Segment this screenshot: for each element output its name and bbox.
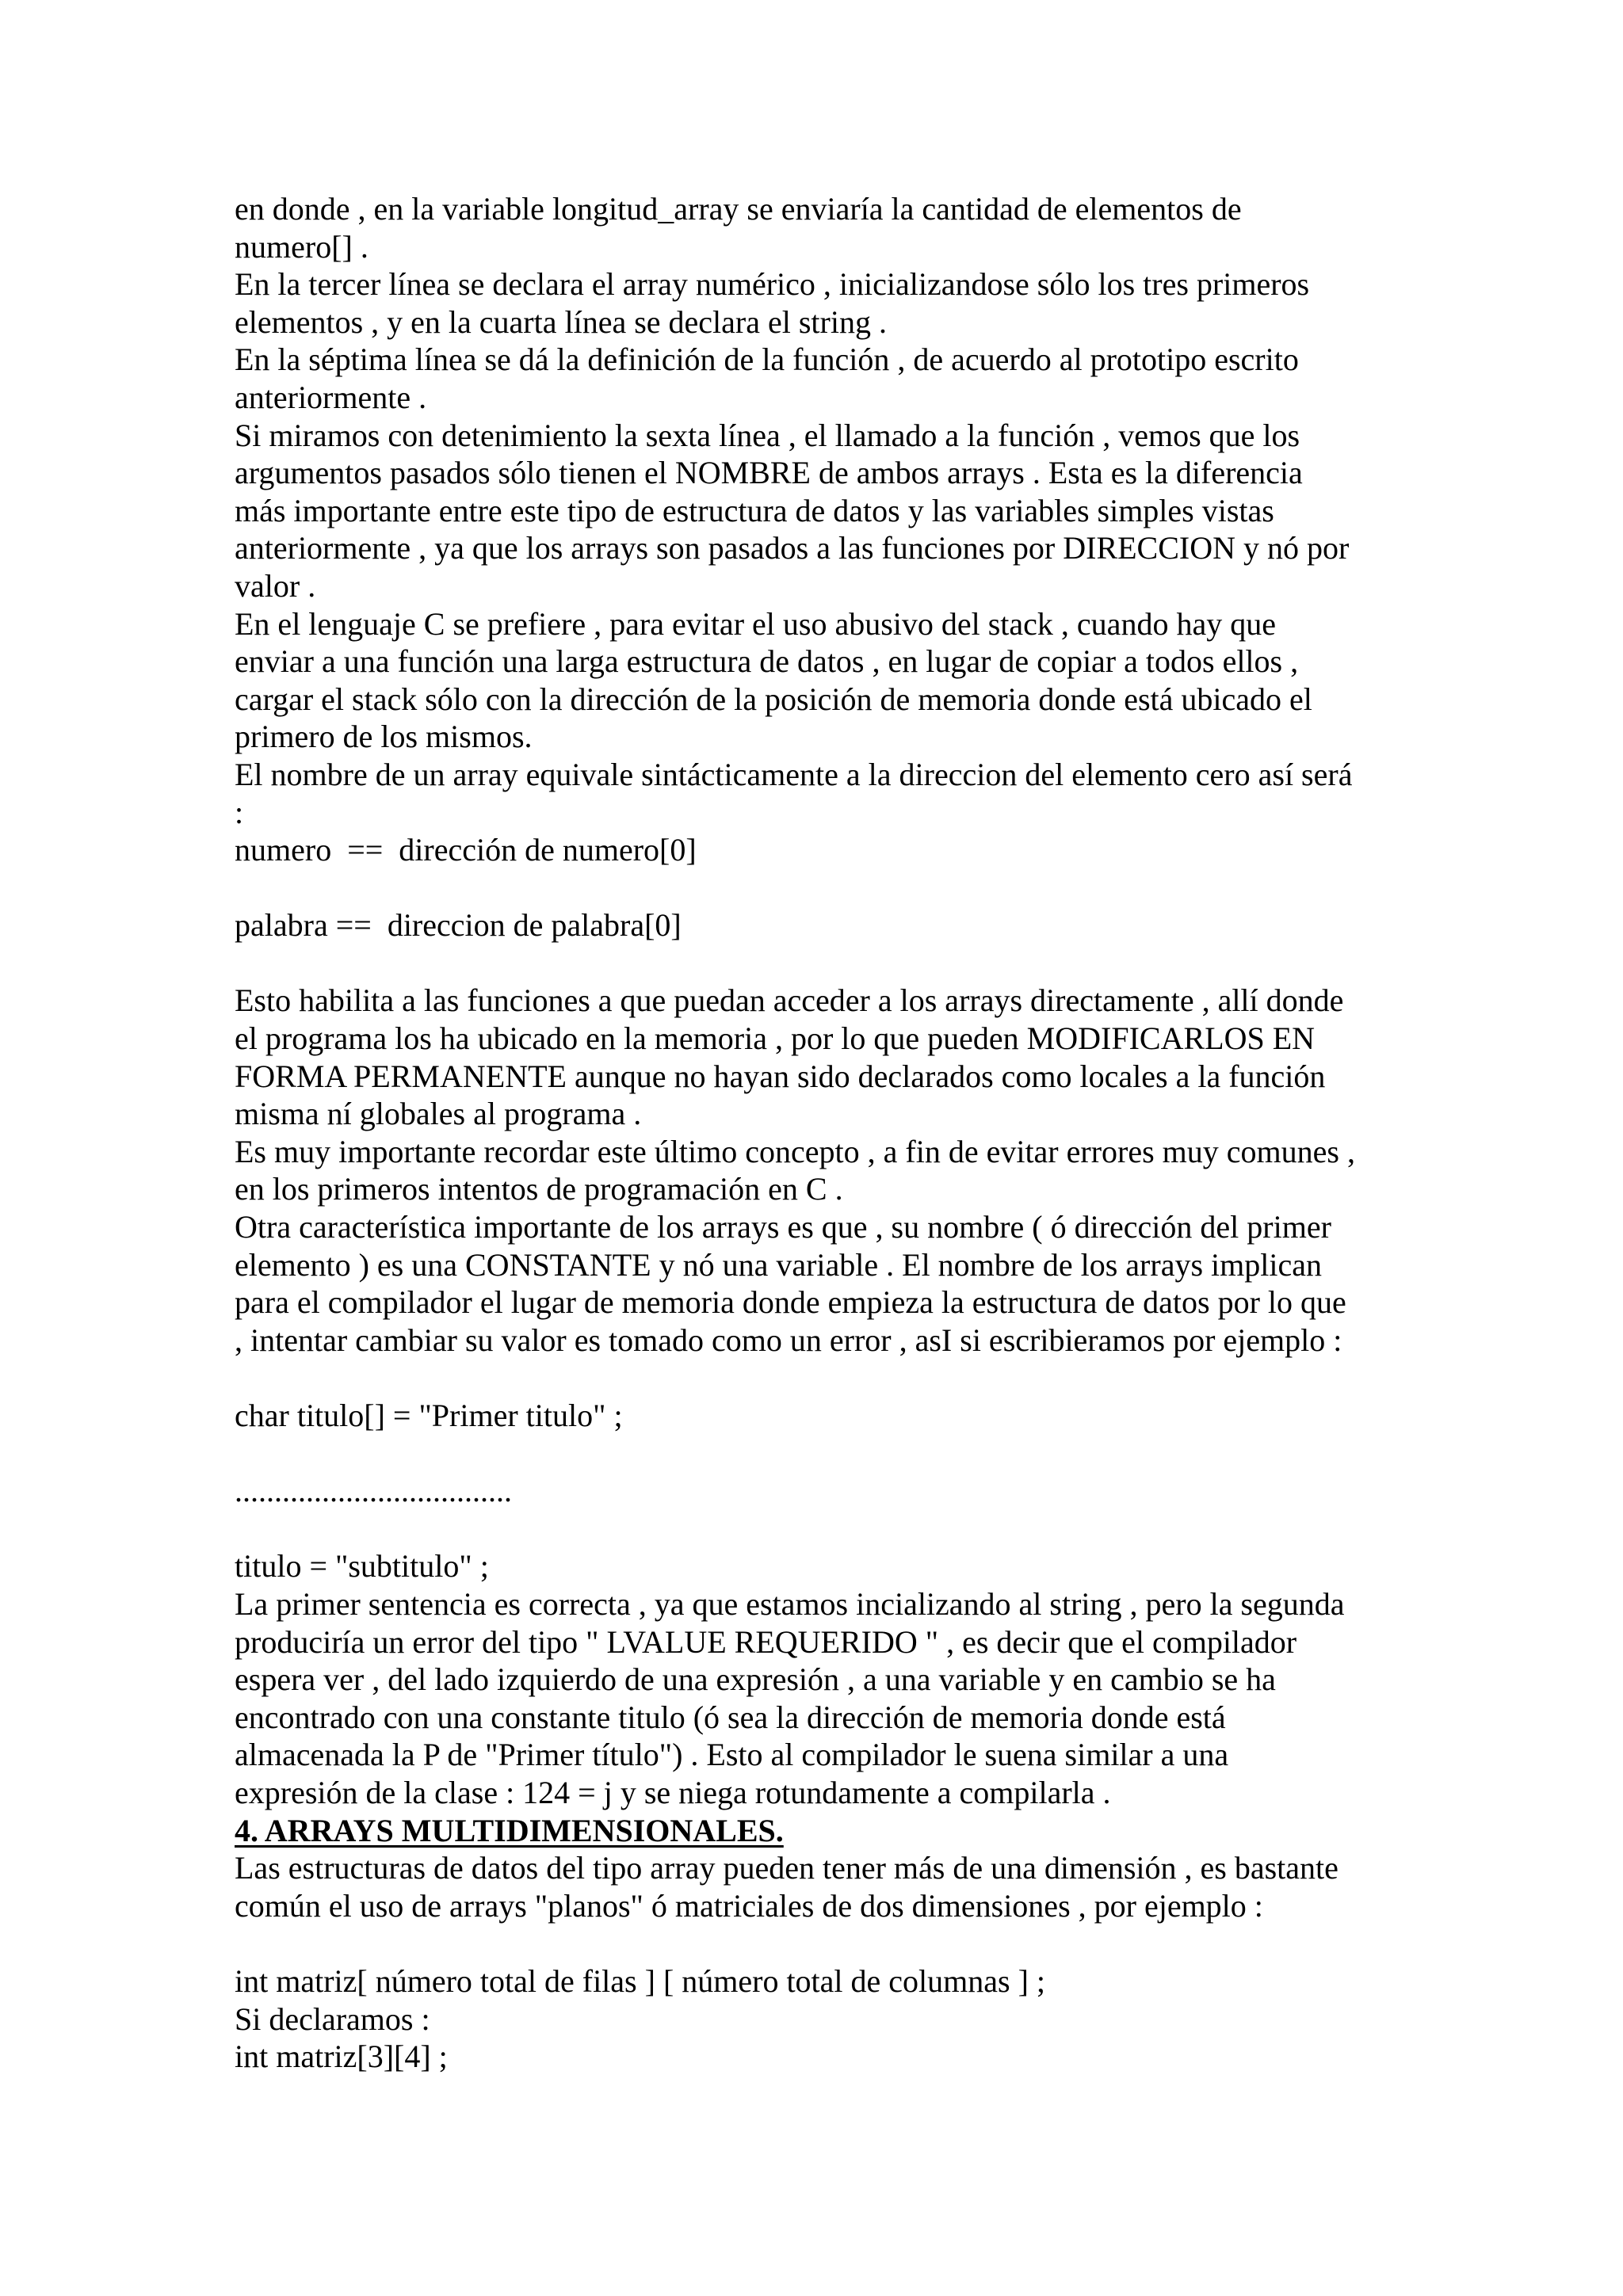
blank-line: [235, 1924, 1423, 1962]
text-line: espera ver , del lado izquierdo de una expresión , a una variable y en cambio se ha: [235, 1661, 1276, 1698]
text-line: produciría un error del tipo " LVALUE REQUERIDO " , es decir que el compilador: [235, 1623, 1297, 1660]
text-line: para el compilador el lugar de memoria donde empieza la estructura de datos por lo que: [235, 1284, 1346, 1321]
text-line: En la séptima línea se dá la definición de la función , de acuerdo al prototipo escrito: [235, 341, 1299, 378]
text-line: anteriormente .: [235, 379, 427, 415]
text-line: numero == dirección de numero[0]: [235, 832, 697, 868]
text-line: titulo = "subtitulo" ;: [235, 1548, 489, 1585]
text-line: int matriz[3][4] ;: [235, 2039, 448, 2075]
text-line: Las estructuras de datos del tipo array pueden tener más de una dimensión , es bastante: [235, 1850, 1338, 1886]
blank-line: [235, 944, 1423, 982]
text-line: Otra característica importante de los arrays es que , su nombre ( ó dirección del primer: [235, 1209, 1331, 1245]
text-line: palabra == direccion de palabra[0]: [235, 907, 682, 944]
text-line: En la tercer línea se declara el array numérico , inicializandose sólo los tres primeros: [235, 266, 1310, 303]
text-line: el programa los ha ubicado en la memoria , por lo que pueden MODIFICARLOS EN: [235, 1020, 1316, 1057]
text-line: almacenada la P de "Primer título") . Esto al compilador le suena similar a una: [235, 1737, 1229, 1773]
text-line: Si miramos con detenimiento la sexta línea , el llamado a la función , vemos que los: [235, 417, 1300, 453]
text-line: char titulo[] = "Primer titulo" ;: [235, 1398, 623, 1433]
text-line: anteriormente , ya que los arrays son pasados a las funciones por DIRECCION y nó por: [235, 530, 1350, 566]
text-line: Es muy importante recordar este último concepto , a fin de evitar errores muy comunes ,: [235, 1133, 1355, 1169]
text-line: Esto habilita a las funciones a que puedan acceder a los arrays directamente , allí donde: [235, 982, 1344, 1019]
text-line: argumentos pasados sólo tienen el NOMBRE de ambos arrays . Esta es la diferencia: [235, 455, 1303, 491]
document-body: [235, 190, 1423, 2076]
text-line: expresión de la clase : 124 = j y se niega rotundamente a compilarla .: [235, 1774, 1111, 1810]
text-line: numero[] .: [235, 228, 369, 265]
text-line: elemento ) es una CONSTANTE y nó una variable . El nombre de los arrays implican: [235, 1246, 1322, 1283]
text-line: primero de los mismos.: [235, 719, 533, 755]
text-line: más importante entre este tipo de estructura de datos y las variables simples vistas: [235, 492, 1274, 528]
section-heading: 4. ARRAYS MULTIDIMENSIONALES.: [235, 1812, 784, 1848]
text-line: cargar el stack sólo con la dirección de la posición de memoria donde está ubicado el: [235, 681, 1312, 717]
blank-line: [235, 1510, 1423, 1548]
blank-line: [235, 869, 1423, 907]
text-line: valor .: [235, 567, 316, 604]
text-line: El nombre de un array equivale sintácticamente a la direccion del elemento cero así será: [235, 756, 1353, 792]
text-line: misma ní globales al programa .: [235, 1096, 642, 1132]
text-line: FORMA PERMANENTE aunque no hayan sido declarados como locales a la función: [235, 1058, 1326, 1094]
text-line: En el lenguaje C se prefiere , para evitar el uso abusivo del stack , cuando hay que: [235, 605, 1276, 642]
text-line: enviar a una función una larga estructura de datos , en lugar de copiar a todos ellos ,: [235, 643, 1299, 680]
text-line: encontrado con una constante titulo (ó sea la dirección de memoria donde está: [235, 1699, 1226, 1735]
text-line: , intentar cambiar su valor es tomado como un error , asI si escribieramos por ejemplo :: [235, 1322, 1342, 1358]
text-line: :: [235, 794, 244, 830]
text-line: ...................................: [235, 1473, 512, 1509]
text-line: Si declaramos :: [235, 2000, 430, 2037]
text-line: en los primeros intentos de programación en C .: [235, 1171, 843, 1207]
blank-line: [235, 1435, 1423, 1473]
text-line: La primer sentencia es correcta , ya que estamos incializando al string , pero la segunda: [235, 1585, 1345, 1622]
text-line: en donde , en la variable longitud_array se enviaría la cantidad de elementos de: [235, 191, 1242, 227]
blank-line: [235, 1359, 1423, 1397]
text-line: común el uso de arrays "planos" ó matriciales de dos dimensiones , por ejemplo :: [235, 1887, 1263, 1924]
text-line: int matriz[ número total de filas ] [ número total de columnas ] ;: [235, 1962, 1046, 1999]
text-line: elementos , y en la cuarta línea se declara el string .: [235, 303, 887, 340]
